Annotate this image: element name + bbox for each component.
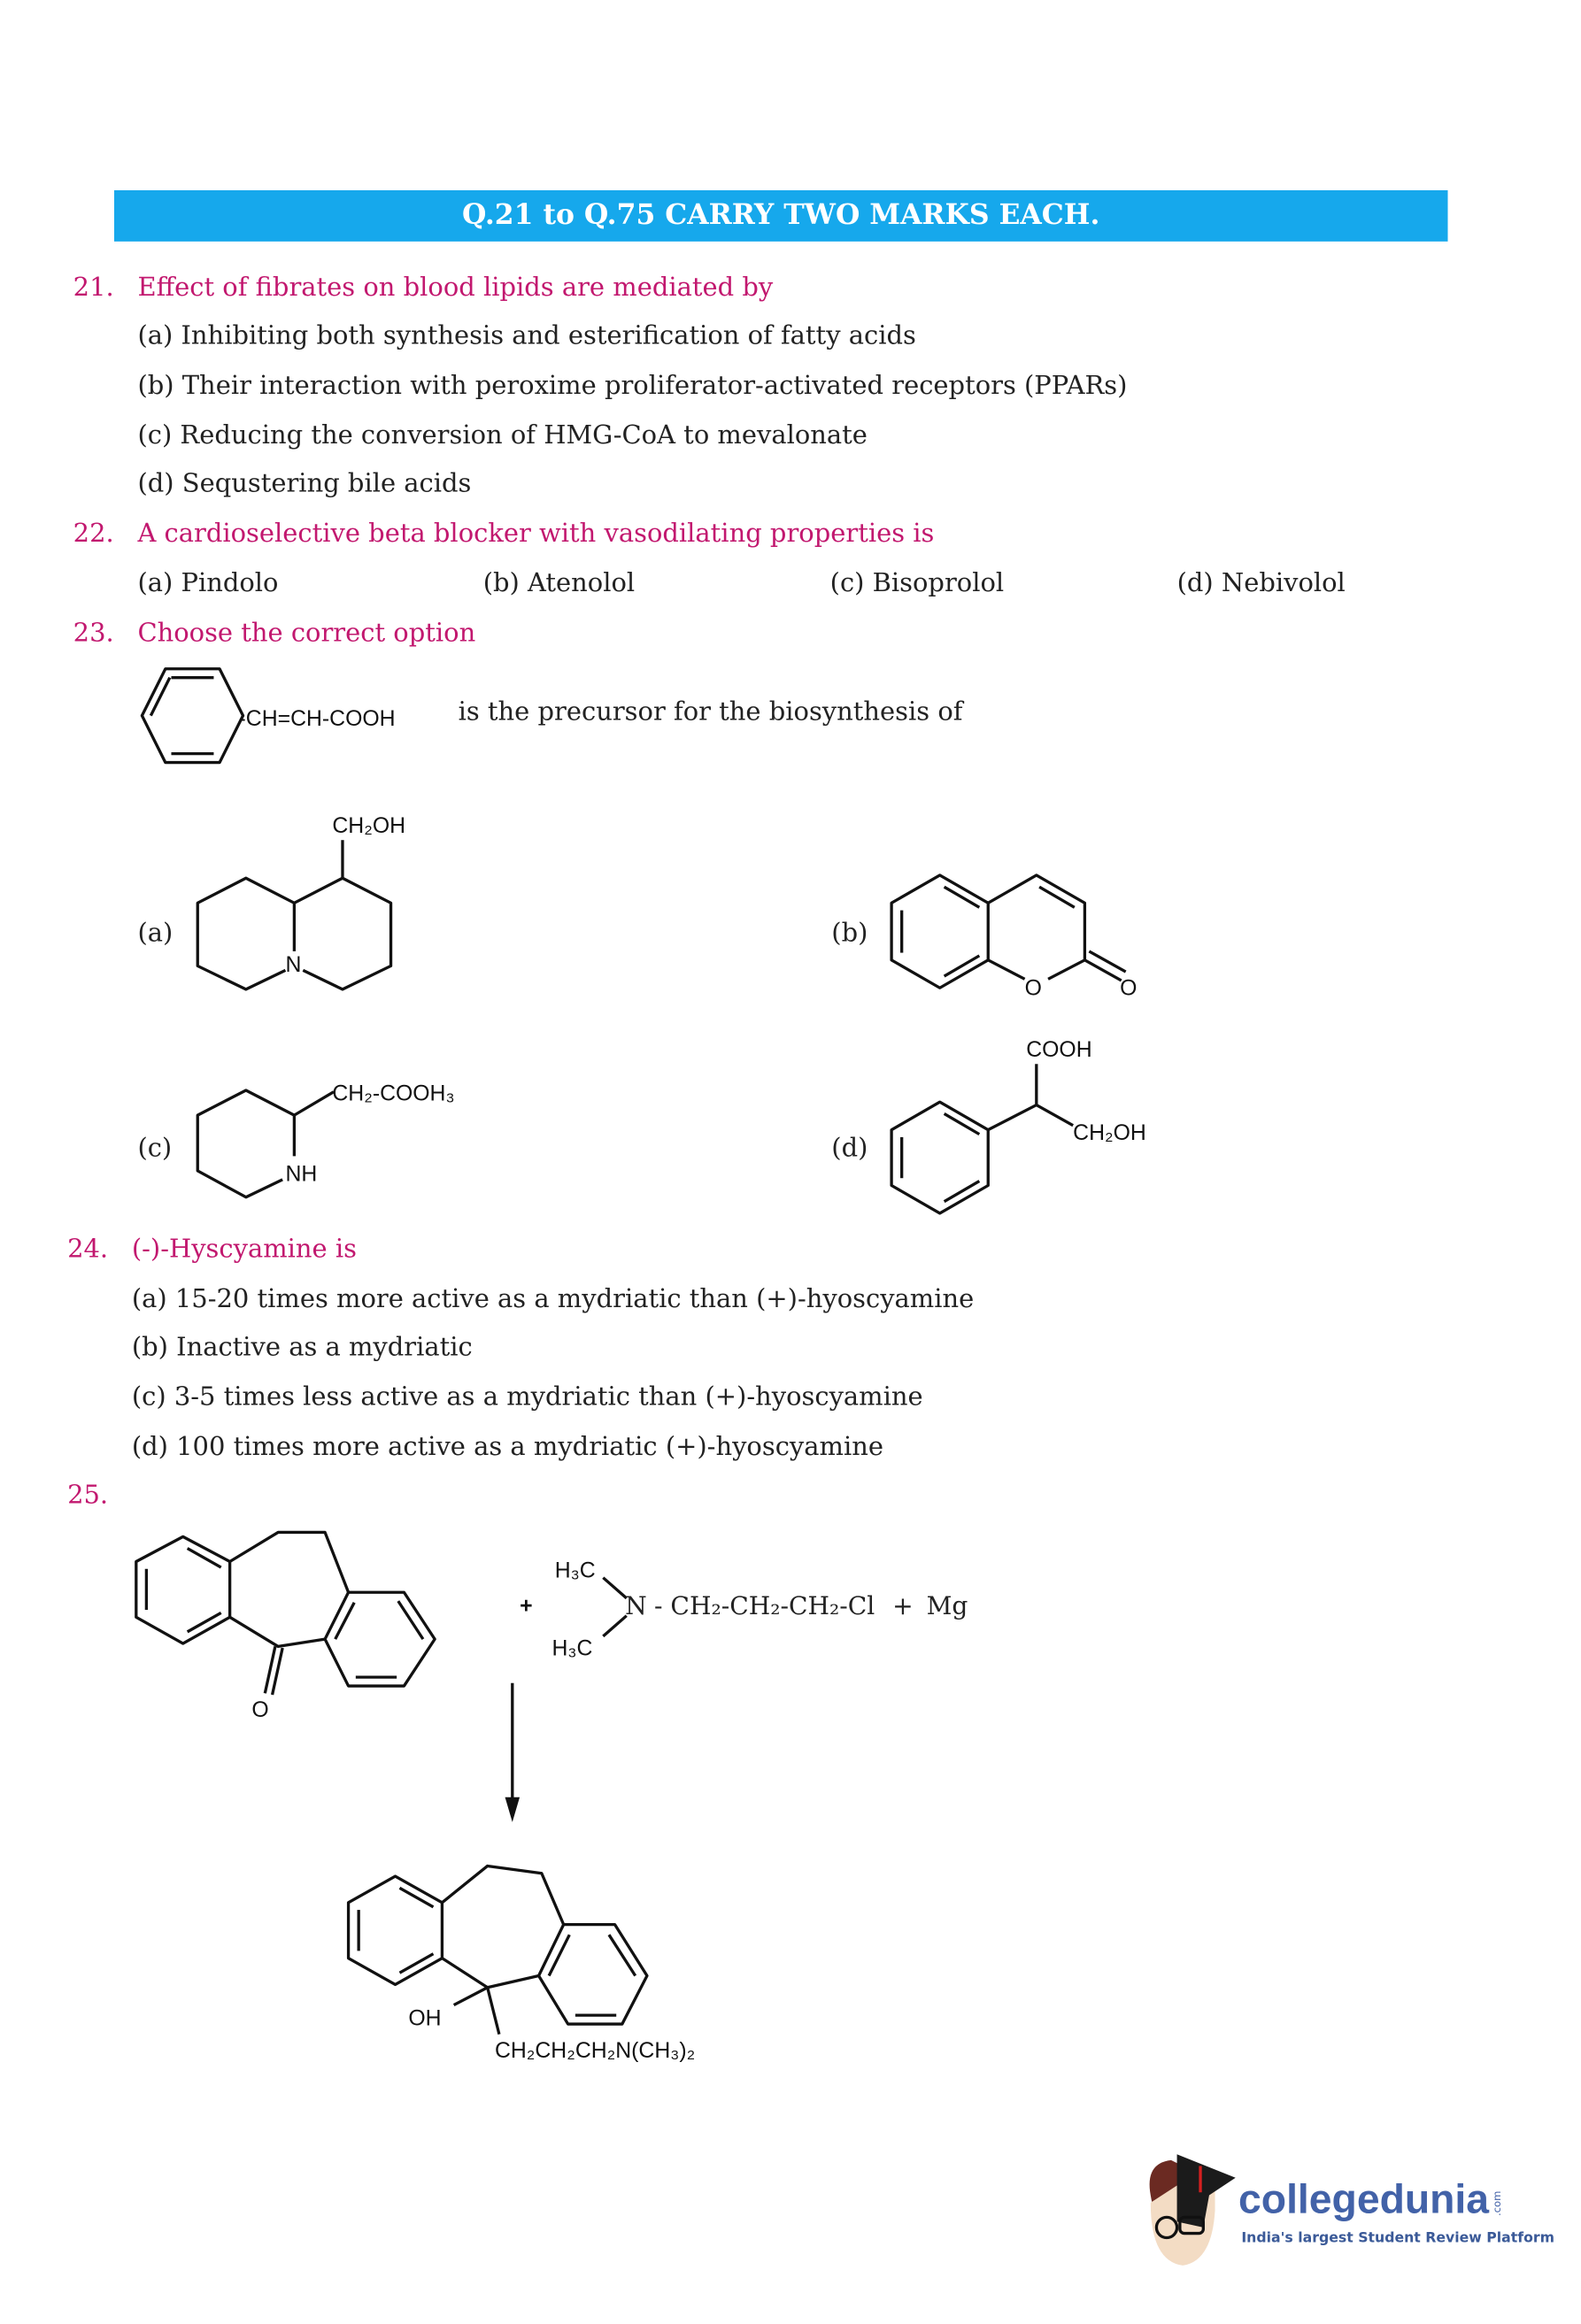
q21-option-d: (d) Sequstering bile acids: [137, 469, 472, 499]
q22-option-a: (a) Pindolo: [137, 569, 279, 599]
q25-number: 25.: [67, 1481, 109, 1511]
collegedunia-mascot-icon: [1150, 2154, 1236, 2266]
b-keto-oxygen-label: O: [1120, 976, 1138, 1001]
quinolizidine-structure: [197, 814, 405, 989]
q24-text: (-)-Hyscyamine is: [131, 1235, 358, 1265]
chloropropyl-chain-label: - CH₂-CH₂-CH₂-Cl: [654, 1591, 875, 1621]
piperidine-structure: [197, 1082, 454, 1197]
amine-nitrogen-label: N: [625, 1591, 647, 1621]
a-substituent-label: CH₂OH: [332, 813, 406, 838]
product-structure: [349, 1866, 696, 2063]
q24-option-a: (a) 15-20 times more active as a mydriatic than (+)-hyoscyamine: [131, 1284, 975, 1315]
c-nh-label: NH: [285, 1162, 318, 1187]
q23-statement: is the precursor for the biosynthesis of: [458, 697, 963, 727]
collegedunia-logo-suffix: .com: [1492, 2190, 1504, 2216]
q21-option-a: (a) Inhibiting both synthesis and esterification of fatty acids: [137, 321, 916, 351]
q22-option-b: (b) Atenolol: [482, 569, 636, 599]
dibenzosuberone-structure: [136, 1532, 435, 1721]
q24-option-c: (c) 3-5 times less active as a mydriatic than (+)-hyoscyamine: [131, 1382, 923, 1412]
collegedunia-logo-text: collegedunia: [1238, 2176, 1490, 2222]
q24-option-b: (b) Inactive as a mydriatic: [131, 1333, 473, 1363]
q24-number: 24.: [67, 1235, 109, 1265]
q23-option-a-label: (a): [137, 917, 174, 948]
q23-option-d-label: (d): [831, 1132, 868, 1163]
h3c-bottom-label: H₃C: [551, 1636, 593, 1661]
precursor-group-label: -CH=CH-COOH: [238, 707, 396, 732]
reaction-arrow-icon: [505, 1683, 521, 1822]
q23-option-b-label: (b): [831, 917, 868, 948]
q22-text: A cardioselective beta blocker with vasodilating properties is: [137, 519, 935, 550]
product-chain-label: CH₂CH₂CH₂N(CH₃)₂: [494, 2039, 696, 2064]
coumarin-structure: [891, 875, 1137, 1001]
plus-sign: +: [520, 1594, 533, 1619]
q22-option-d: (d) Nebivolol: [1176, 569, 1346, 599]
q21-number: 21.: [73, 273, 114, 304]
collegedunia-logo: [1238, 2178, 1504, 2222]
q22-number: 22.: [73, 519, 114, 550]
b-ring-oxygen-label: O: [1024, 976, 1042, 1001]
c-substituent-label: CH₂-COOH₃: [332, 1081, 455, 1106]
q21-option-c: (c) Reducing the conversion of HMG-CoA to mevalonate: [137, 421, 868, 451]
q23-text: Choose the correct option: [137, 619, 476, 649]
d-ch2oh-label: CH₂OH: [1073, 1121, 1146, 1146]
h3c-top-label: H₃C: [554, 1558, 596, 1583]
a-nitrogen-label: N: [285, 953, 302, 978]
q21-text: Effect of fibrates on blood lipids are mediated by: [137, 273, 774, 304]
q24-option-d: (d) 100 times more active as a mydriatic (+)-hyoscyamine: [131, 1432, 883, 1463]
magnesium-label: Mg: [926, 1591, 968, 1621]
plus-sign-2: +: [892, 1591, 914, 1621]
q22-option-c: (c) Bisoprolol: [829, 569, 1005, 599]
collegedunia-tagline: India's largest Student Review Platform: [1241, 2230, 1555, 2247]
d-cooh-label: COOH: [1026, 1037, 1092, 1062]
cinnamic-acid-structure: [142, 669, 395, 763]
reagent-line: [625, 1591, 968, 1620]
q23-option-c-label: (c): [137, 1132, 173, 1163]
ketone-oxygen-label: O: [251, 1697, 269, 1722]
product-oh-label: OH: [408, 2006, 442, 2031]
q21-option-b: (b) Their interaction with peroxime proliferator-activated receptors (PPARs): [137, 372, 1128, 402]
q23-number: 23.: [73, 619, 114, 649]
section-banner: Q.21 to Q.75 CARRY TWO MARKS EACH.: [114, 190, 1448, 242]
grignard-precursor-structure: [551, 1559, 968, 1661]
tropic-acid-structure: [891, 1038, 1146, 1213]
